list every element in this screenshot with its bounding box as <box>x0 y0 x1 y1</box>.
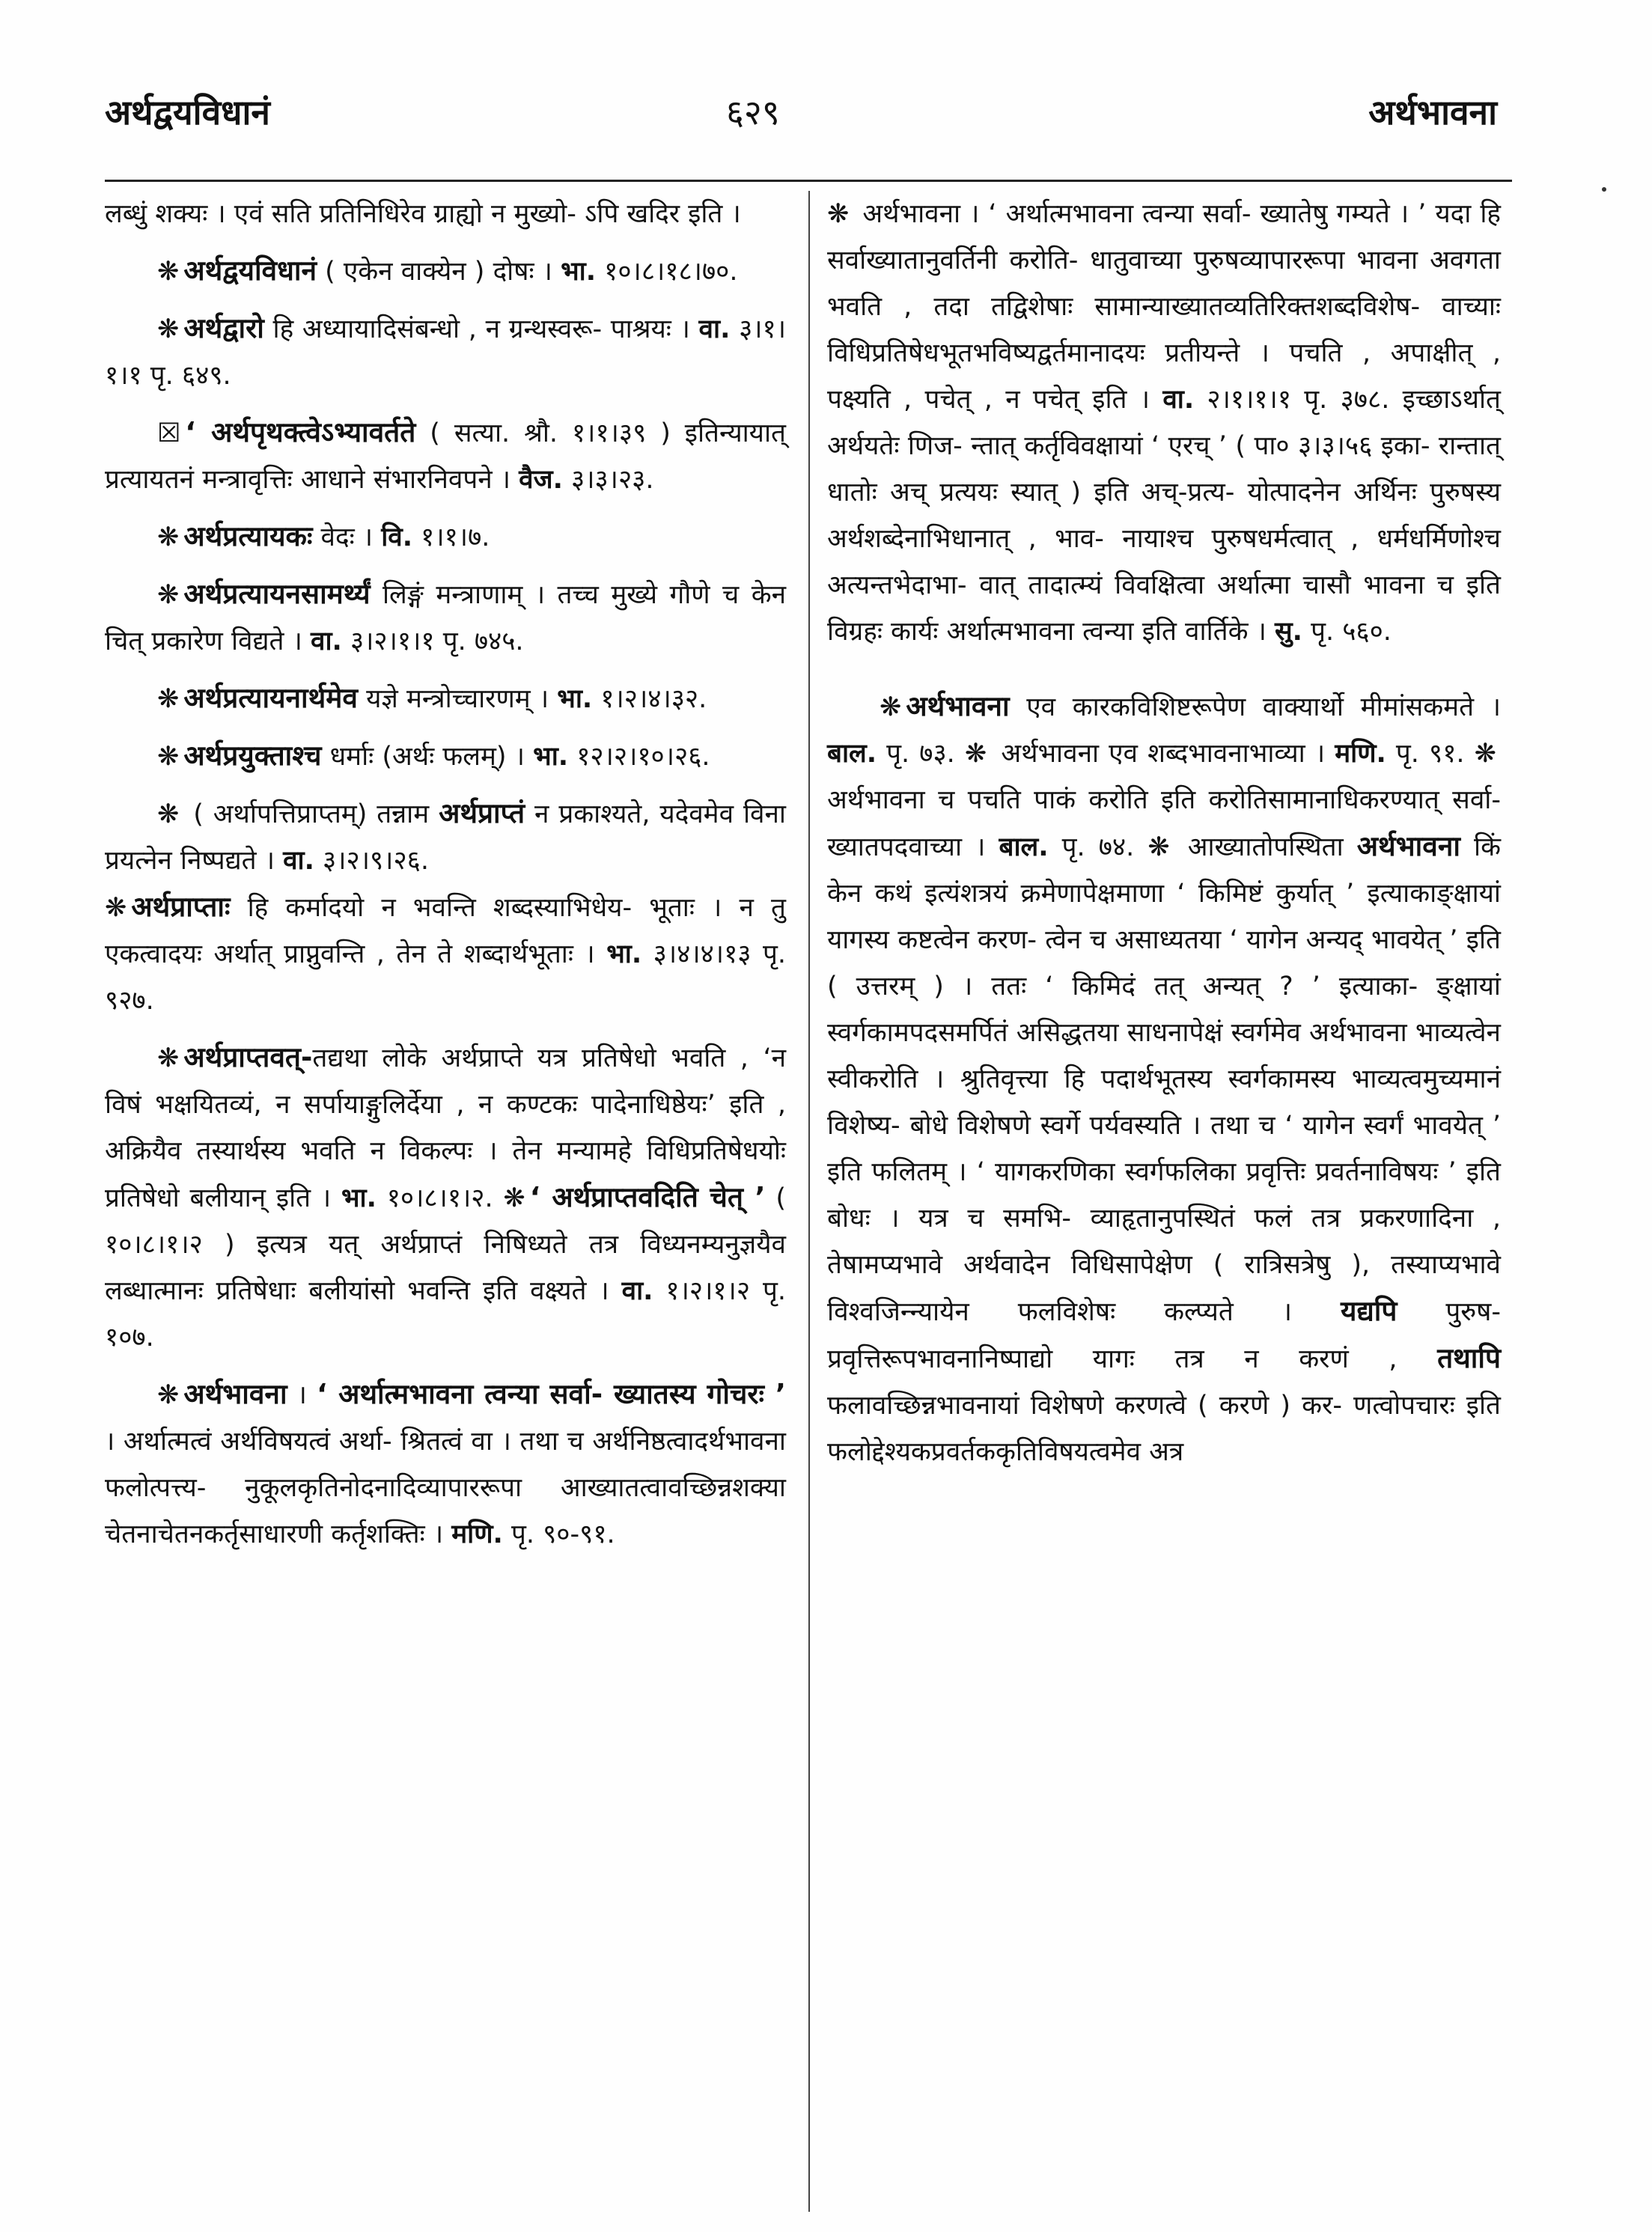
entry-text: १२।२।१०।२६. <box>568 742 710 772</box>
source-abbrev: वा. <box>1162 385 1195 415</box>
source-abbrev: भा. <box>561 257 597 287</box>
source-abbrev: वैज. <box>519 465 563 495</box>
source-abbrev: वि. <box>381 522 413 552</box>
entry-marker-icon: ❋ <box>964 739 987 769</box>
headword: अर्थभावना <box>1356 830 1460 862</box>
source-abbrev: सु. <box>1274 617 1302 647</box>
entry-text: यज्ञे मन्त्रोच्चारणम् । <box>357 684 558 714</box>
headword: अर्थप्राप्तं <box>439 797 525 829</box>
entry-text: ३।२।१।१ पृ. ७४५. <box>341 626 524 656</box>
entry-marker-icon: ❋ <box>1147 832 1170 862</box>
entry-text: पुरुष- प्रवृत्तिरूपभावनानिष्पाद्यो यागः तत्र न करणं , <box>827 1297 1501 1374</box>
entry-text: ( एकेन वाक्येन ) दोषः । <box>317 257 561 287</box>
entry-text: ( सत्या. श्रौ. १।१।३९ ) इतिन्यायात् प्रत्यायतनं मन्त्रावृत्तिः आधाने संभारनिवपने । <box>105 418 786 495</box>
entry-text: लिङ्गं मन्त्राणाम् । तच्च मुख्ये गौणे च केन चित् प्रकारेण विद्यते । <box>105 580 786 656</box>
entry-text: अर्थभावना च पचति पाकं करोति इति करोतिसामानाधिकरण्यात् सर्वा- ख्यातपदवाच्या । <box>827 785 1501 862</box>
stray-mark <box>1602 187 1606 192</box>
source-abbrev: वा. <box>621 1276 653 1306</box>
entry-text: पृ. ९१. <box>1386 739 1475 769</box>
entry-marker-icon: ❋ <box>1474 739 1496 769</box>
headword: अर्थभावना <box>183 1378 287 1410</box>
entry-text: १।१।७. <box>412 522 490 552</box>
entry-marker-icon: ❋ <box>157 314 180 344</box>
entry-text: पृ. ९०-९१. <box>502 1519 615 1549</box>
entry-text: वेदः । <box>312 522 382 552</box>
headword: अर्थप्रत्यायकः <box>183 520 313 552</box>
header-right-title: अर्थभावना <box>1368 92 1497 132</box>
entry-marker-icon: ☒ <box>157 418 181 448</box>
entry-text: किं केन कथं इत्यंशत्रयं क्रमेणापेक्षमाणा ‘ किमिष्टं कुर्यात् ’ इत्याकाङ्क्षायां यागस्य कष्टत्वेन करण- त्वेन च असाध्यतया ‘ यागेन अन्यद् भावयेत् ’ इति ( उत्तरम् ) । ततः ‘ किमिदं तत् अन्यत् ? ’ इत्याका- ङ्क्षायां स्वर्गकामपदसमर्पितं असिद्धतया साधनापेक्षं स्वर्गमेव अर्थभावना भाव्यत्वेन स्वीकरोति । श्रुतिवृत्त्या हि पदार्थभूतस्य स्वर्गकामस्य भाव्यत्वमुच्यमानं विशेष्य- बोधे विशेषणे स्वर्गे पर्यवस्यति । तथा च ‘ यागेन स्वर्गं भावयेत् ’ इति फलितम् । ‘ यागकरणिका स्वर्गफलिका प्रवृत्तिः प्रवर्तनाविषयः ’ इति बोधः । यत्र च समभि- व्याहृतानुपस्थितं फलं तत्र प्रकरणादिना , तेषामप्यभावे अर्थवादेन विधिसापेक्षेण ( रात्रिसत्रेषु ), तस्याप्यभावे विश्वजिन्न्यायेन फलविशेषः कल्प्यते । <box>827 832 1501 1327</box>
headword: अर्थप्रत्यायनार्थमेव <box>183 682 358 714</box>
entry-marker-icon: ❋ <box>827 199 850 229</box>
headword: अर्थप्रयुक्ताश्च <box>183 740 322 772</box>
right-column <box>827 191 1501 1475</box>
headword: अर्थप्राप्ताः <box>131 891 231 923</box>
entry-text: । <box>287 1380 317 1410</box>
source-abbrev: भा. <box>341 1183 377 1213</box>
dictionary-entry <box>105 790 786 884</box>
entry-marker-icon: ❋ <box>503 1183 525 1213</box>
source-abbrev: भा. <box>606 939 642 969</box>
dictionary-entry <box>105 1371 786 1558</box>
entry-marker-icon: ❋ <box>157 257 180 287</box>
entry-marker-icon: ❋ <box>157 580 180 610</box>
headword: अर्थद्वयविधानं <box>183 254 317 287</box>
page-number: ६२९ <box>726 92 780 132</box>
source-abbrev: मणि. <box>451 1519 503 1549</box>
entry-text: हि कर्मादयो न भवन्ति शब्दस्याभिधेय- भूताः । न तु एकत्वादयः अर्थात् प्राप्नुवन्ति , तेन ते शब्दार्थभूताः । <box>105 893 786 969</box>
dictionary-entry <box>105 409 786 503</box>
dictionary-entry <box>827 191 1501 655</box>
page-header <box>105 88 1497 156</box>
entry-marker-icon: ❋ <box>157 742 180 772</box>
headword: अर्थप्रत्यायनसामर्थ्यं <box>183 578 371 610</box>
dictionary-entry <box>105 675 786 722</box>
entry-text: । अर्थात्मत्वं अर्थविषयत्वं अर्था- श्रितत्वं वा । तथा च अर्थनिष्ठत्वादर्थभावना फलोत्पत्त्य- नुकूलकृतिनोदनादिव्यापाररूपा आख्यातत्वावच्छिन्नशक्या चेतनाचेतनकर्तृसाधारणी कर्तृशक्तिः । <box>105 1427 786 1549</box>
entry-marker-icon: ❋ <box>157 1380 180 1410</box>
entry-text: पृ. ७४. <box>1048 832 1148 862</box>
entry-marker-icon: ❋ <box>157 1043 180 1073</box>
entry-text: हि अध्यायादिसंबन्धो , न ग्रन्थस्वरू- पाश्रयः । <box>263 314 699 344</box>
header-rule <box>105 180 1512 182</box>
entry-text: पृ. ५६०. <box>1302 617 1392 647</box>
entry-text: फलावच्छिन्नभावनायां विशेषणे करणत्वे ( करणे ) कर- णत्वोपचारः इति फलोद्देश्यकप्रवर्तककृतिविषयत्वमेव अत्र <box>827 1391 1501 1467</box>
source-abbrev: बाल. <box>827 739 877 769</box>
headword: तथापि <box>1437 1342 1501 1374</box>
dictionary-entry <box>105 513 786 561</box>
entry-text: धर्माः (अर्थः फलम्) । <box>321 742 534 772</box>
entry-marker-icon: ❋ <box>157 684 180 714</box>
entry-text: १।२।४।३२. <box>592 684 707 714</box>
source-abbrev: वा. <box>698 314 731 344</box>
entry-marker-icon: ❋ <box>157 522 180 552</box>
entry-text: एव कारकविशिष्टरूपेण वाक्यार्थो मीमांसकमते । <box>1009 692 1501 722</box>
entry-text: ३।३।२३. <box>562 465 654 495</box>
dictionary-entry <box>827 683 1501 1475</box>
headword: अर्थप्राप्तवत्- <box>183 1041 313 1073</box>
entry-text: १।२।१।२ पृ. १०७. <box>105 1276 786 1353</box>
headword: ‘ अर्थप्राप्तवदिति चेत् ’ <box>529 1181 766 1213</box>
headword: अर्थद्वारो <box>183 312 264 344</box>
entry-marker-icon: ❋ <box>157 799 180 829</box>
dictionary-entry <box>105 191 786 237</box>
dictionary-entry <box>105 884 786 1024</box>
entry-text: अर्थभावना । ‘ अर्थात्मभावना त्वन्या सर्वा- ख्यातेषु गम्यते । ’ यदा हि सर्वाख्यातानुवर्तिनी करोति- धातुवाच्या पुरुषव्यापाररूपा भावना अवगता भवति , तदा तद्विशेषाः सामान्याख्यातव्यतिरिक्तशब्दविशेष- वाच्याः विधिप्रतिषेधभूतभविष्यद्वर्तमानादयः प्रतीयन्ते । पचति , अपाक्षीत् , पक्ष्यति , पचेत् , न पचेत् इति । <box>827 199 1501 415</box>
dictionary-entry <box>105 248 786 295</box>
source-abbrev: मणि. <box>1335 739 1386 769</box>
entry-text: ३।१।१।१ पृ. ६४९. <box>105 314 787 391</box>
column-divider <box>808 191 810 2212</box>
headword: यद्यपि <box>1340 1295 1398 1327</box>
entry-text: ३।४।४।१३ पृ. ९२७. <box>105 939 786 1016</box>
entry-text: ( अर्थापत्तिप्राप्तम्) तन्नाम <box>183 799 439 829</box>
entry-text: ( १०।८।१।२ ) इत्यत्र यत् अर्थप्राप्तं निषिध्यते तत्र विध्यनम्यनुज्ञयैव लब्धात्मानः प्रतिषेधाः बलीयांसो भवन्ति इति वक्ष्यते । <box>105 1183 787 1306</box>
entry-text: ३।२।९।२६. <box>314 846 429 876</box>
left-column <box>105 191 786 1558</box>
entry-text: १०।८।१।२. <box>376 1183 504 1213</box>
entry-marker-icon: ❋ <box>880 692 902 722</box>
source-abbrev: बाल. <box>999 832 1049 862</box>
entry-text: आख्यातोपस्थिता <box>1174 832 1357 862</box>
dictionary-entry <box>105 1034 786 1361</box>
dictionary-entry <box>105 733 786 780</box>
headword: ‘ अर्थात्मभावना त्वन्या सर्वा- ख्यातस्य गोचरः ’ <box>317 1378 786 1410</box>
dictionary-entry <box>105 305 786 399</box>
entry-text: पृ. ७३. <box>877 739 965 769</box>
entry-marker-icon: ❋ <box>105 893 127 923</box>
entry-text: १०।८।१८।७०. <box>596 257 738 287</box>
entry-text: २।१।१।१ पृ. ३७८. इच्छाऽर्थात् अर्थयतेः णिज- न्तात् कर्तृविवक्षायां ‘ एरच् ’ ( पा० ३।३।५६ इका- रान्तात् धातोः अच् प्रत्ययः स्यात् ) इति अच्-प्रत्य- योत्पादनेन अर्थिनः पुरुषस्य अर्थशब्देनाभिधानात् , भाव- नायाश्च पुरुषधर्मत्वात् , धर्मधर्मिणोश्च अत्यन्तभेदाभा- वात् तादात्म्यं विवक्षित्वा अर्थात्मा चासौ भावना च इति विग्रहः कार्यः अर्थात्मभावना त्वन्या इति वार्तिके । <box>827 385 1501 647</box>
entry-text: लब्धुं शक्यः । एवं सति प्रतिनिधिरेव ग्राह्यो न मुख्यो- ऽपि खदिर इति । <box>105 199 741 229</box>
source-abbrev: भा. <box>533 742 569 772</box>
headword: अर्थभावना <box>906 690 1010 722</box>
entry-text: न प्रकाश्यते, यदेवमेव विना प्रयत्नेन निष्पद्यते । <box>105 799 786 876</box>
header-left-title: अर्थद्वयविधानं <box>105 92 270 132</box>
headword: ‘ अर्थपृथक्त्वेऽभ्यावर्तते <box>185 416 416 448</box>
dictionary-entry <box>105 571 786 665</box>
entry-text: तद्यथा लोके अर्थप्राप्ते यत्र प्रतिषेधो भवति , ‘न विषं भक्षयितव्यं, न सर्पायाङ्गुलिर्देया , न कण्टकः पादेनाधिष्ठेयः’ इति , अक्रियैव तस्यार्थस्य भवति न विकल्पः । तेन मन्यामहे विधिप्रतिषेधयोः प्रतिषेधो बलीयान् इति । <box>105 1043 786 1213</box>
source-abbrev: वा. <box>283 846 314 876</box>
source-abbrev: भा. <box>557 684 593 714</box>
source-abbrev: वा. <box>311 626 342 656</box>
entry-text: अर्थभावना एव शब्दभावनाभाव्या । <box>991 739 1335 769</box>
